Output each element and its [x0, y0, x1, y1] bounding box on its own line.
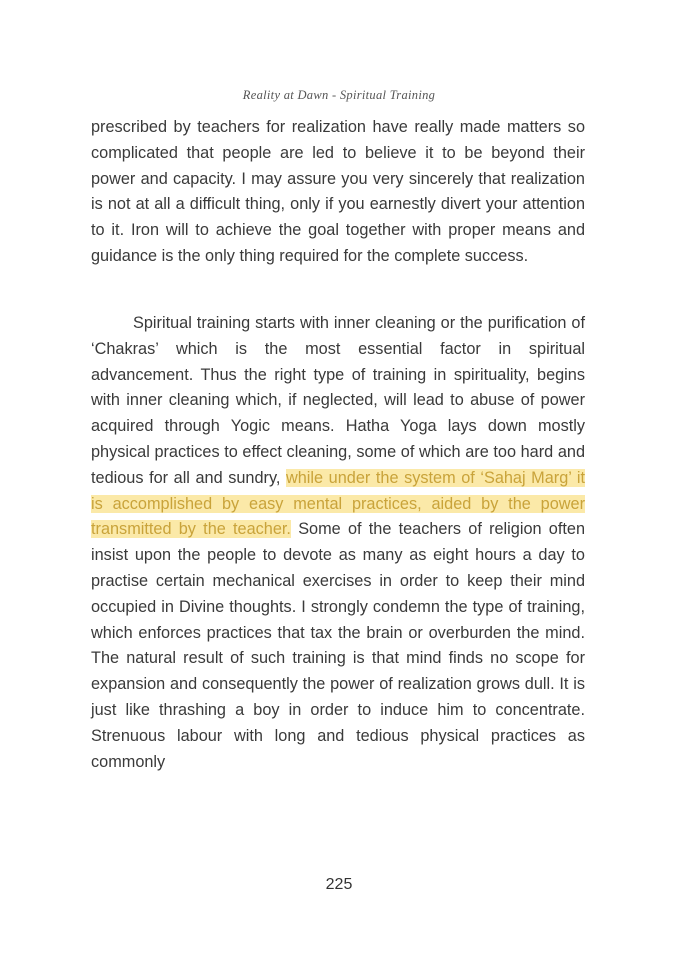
paragraph-2-text-after: Some of the teachers of religion often insist upon the people to devote as many as eight hours a day to practise certain mechanical exercises in order to keep their mind occupied in Divine thoughts. I strongly condemn the type of training, which enforces practices that tax the brain or overburden the mind. The natural result of such training is that mind finds no scope for expansion and consequently the power of realization grows dull. It is just like thrashing a boy in order to induce him to concentrate. Strenuous labour with long and tedious physical practices as commonly: [91, 520, 585, 771]
paragraph-1: prescribed by teachers for realization have really made matters so complicated that people are led to believe it to be beyond their power and capacity. I may assure you very sincerely that realization is not at all a difficult thing, only if you earnestly divert your attention to it. Iron will to achieve the goal together with proper means and guidance is the only thing required for the complete success.: [91, 118, 585, 265]
running-header: Reality at Dawn - Spiritual Training: [242, 88, 436, 102]
paragraph-2: [91, 311, 585, 775]
page-number: 225: [325, 876, 353, 893]
highlighted-passage: while under the system of ‘Sahaj Marg’ it is accomplished by easy mental practices, aided by the power transmitted by the teacher.: [91, 468, 585, 539]
paragraph-2-text-before: Spiritual training starts with inner cleaning or the purification of ‘Chakras’ which is the most essential factor in spiritual advancement. Thus the right type of training in spirituality, begins with inner cleaning which, if neglected, will lead to abuse of power acquired through Yogic means. Hatha Yoga lays down mostly physical practices to effect cleaning, some of which are too hard and tedious for all and sundry,: [91, 314, 585, 487]
